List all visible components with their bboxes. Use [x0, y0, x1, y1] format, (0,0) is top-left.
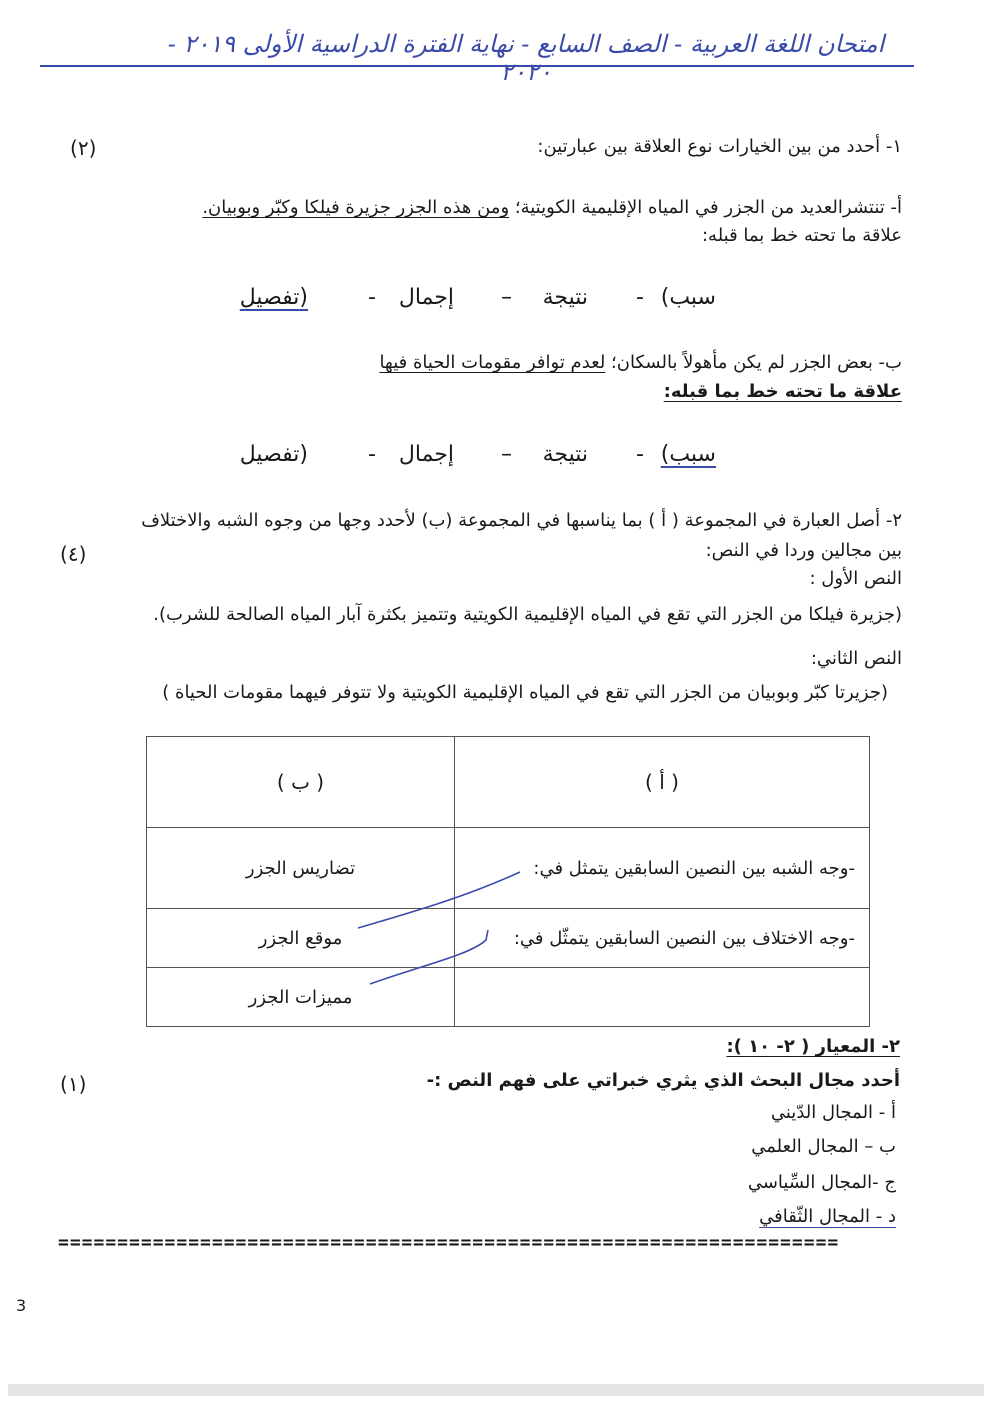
separator-line: ==================================================================	[58, 1232, 840, 1253]
q2-instruction-line1: ٢- أصل العبارة في المجموعة ( أ ) بما يناسبها في المجموعة (ب) لأحدد وجها من وجوه الشبه والاختلاف	[141, 510, 902, 531]
table-cell-b1[interactable]: تضاريس الجزر	[147, 828, 455, 909]
match-line-similarity	[370, 930, 488, 984]
choice-result[interactable]: نتيجة	[542, 442, 588, 467]
match-line-difference	[358, 872, 520, 928]
q2-instruction-line2: بين مجالين وردا في النص:	[705, 540, 902, 561]
choice-dash: –	[501, 442, 512, 467]
q2-marks: (٤)	[60, 542, 87, 566]
q1-marks: (٢)	[70, 136, 97, 160]
q3-option-d-selected[interactable]: د - المجال الثّقافي	[759, 1206, 896, 1227]
table-header-a: ( أ )	[455, 737, 870, 828]
q1-a-relation-prompt: علاقة ما تحته خط بما قبله:	[701, 225, 902, 246]
q3-option-c[interactable]: ج -المجال السِّياسي	[747, 1172, 896, 1193]
choice-dash: -	[636, 442, 644, 467]
q2-text2: (جزيرتا كبّر وبوبيان من الجزر التي تقع في المياه الإقليمية الكويتية ولا تتوفر فيهما مقومات الحياة )	[162, 682, 888, 703]
q3-title: ٢- المعيار ( ٢- ١٠ ):	[726, 1036, 900, 1057]
choice-ijmal[interactable]: إجمال	[398, 442, 454, 467]
choice-dash: -	[368, 442, 376, 467]
choice-tafsil[interactable]: تفصيل)	[239, 442, 308, 467]
q1-a-plain: أ- تنتشرالعديد من الجزر في المياه الإقليمية الكويتية؛	[509, 197, 902, 218]
choice-dash: -	[368, 285, 376, 310]
q1-b-relation-prompt: علاقة ما تحته خط بما قبله:	[663, 381, 902, 402]
q3-option-a[interactable]: أ - المجال الدّيني	[770, 1102, 896, 1123]
q2-text1: (جزيرة فيلكا من الجزر التي تقع في المياه الإقليمية الكويتية وتتميز بكثرة آبار المياه الصالحة للشرب).	[153, 604, 902, 625]
q2-text1-label: النص الأول :	[809, 568, 902, 589]
choice-cause[interactable]: (سبب	[660, 285, 716, 310]
page-number: 3	[16, 1296, 27, 1315]
table-cell-b3[interactable]: مميزات الجزر	[147, 968, 455, 1027]
exam-header-title: امتحان اللغة العربية - الصف السابع - نهاية الفترة الدراسية الأولى ٢٠١٩ - ٢٠٢٠	[167, 30, 885, 86]
q3-instruction: أحدد مجال البحث الذي يثري خبراتي على فهم النص :-	[426, 1070, 900, 1091]
q3-marks: (١)	[60, 1072, 87, 1096]
choice-dash: –	[501, 285, 512, 310]
q1-b-underlined: لعدم توافر مقومات الحياة فيها	[379, 352, 606, 373]
scan-edge-bar	[8, 1384, 984, 1396]
q2-text2-label: النص الثاني:	[810, 648, 902, 669]
table-header-b: ( ب )	[147, 737, 455, 828]
q1-b-plain: ب- بعض الجزر لم يكن مأهولاً بالسكان؛	[605, 352, 902, 373]
q1-a-underlined: ومن هذه الجزر جزيرة فيلكا وكبّر وبوبيان.	[202, 197, 510, 218]
choice-cause-selected[interactable]: (سبب	[660, 442, 716, 467]
q1-instruction: ١- أحدد من بين الخيارات نوع العلاقة بين عبارتين:	[537, 136, 902, 157]
choice-ijmal[interactable]: إجمال	[398, 285, 454, 310]
choice-dash: -	[636, 285, 644, 310]
choice-tafsil-selected[interactable]: تفصيل)	[239, 285, 308, 310]
table-cell-a2[interactable]: -وجه الاختلاف بين النصين السابقين يتمثّل في:	[455, 909, 870, 968]
table-cell-a1[interactable]: -وجه الشبه بين النصين السابقين يتمثل في:	[455, 828, 870, 909]
choice-result[interactable]: نتيجة	[542, 285, 588, 310]
table-cell-b2[interactable]: موقع الجزر	[147, 909, 455, 968]
q3-option-b[interactable]: ب – المجال العلمي	[751, 1136, 896, 1157]
